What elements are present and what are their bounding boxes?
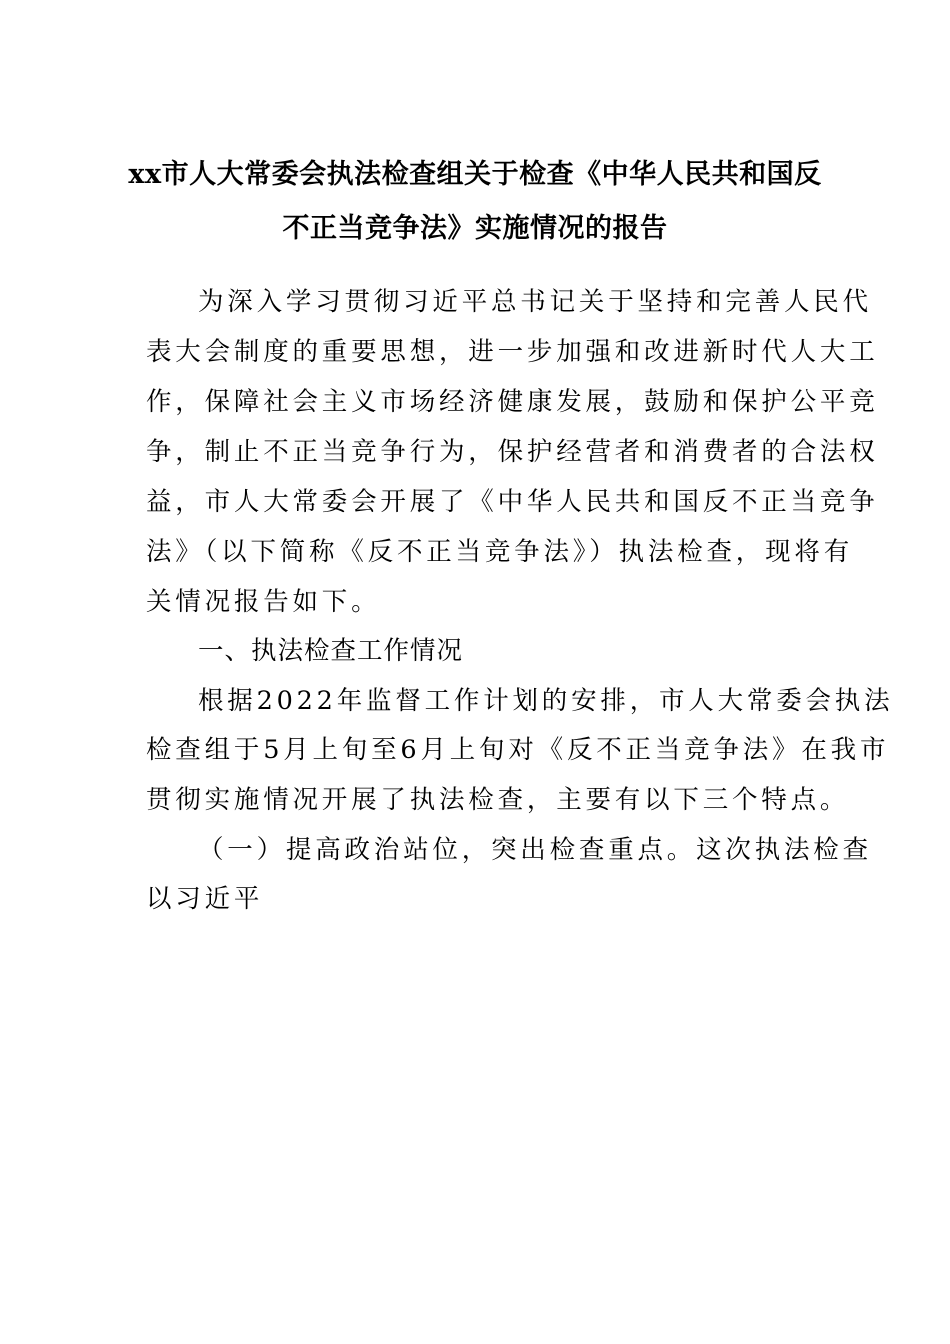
title-line-2: 不正当竞争法》实施情况的报告 [282, 213, 668, 244]
section-heading: 一、执法检查工作情况 [198, 636, 464, 666]
text-line: 以习近平 [146, 884, 264, 914]
text-line: 表大会制度的重要思想，进一步加强和改进新时代人大工 [146, 337, 879, 367]
text-line: 益，市人大常委会开展了《中华人民共和国反不正当竞争 [146, 487, 879, 517]
text-line: 检查组于5月上旬至6月上旬对《反不正当竞争法》在我市 [146, 735, 890, 765]
text-line: 根据2022年监督工作计划的安排，市人大常委会执法 [198, 686, 894, 716]
text-line: 争，制止不正当竞争行为，保护经营者和消费者的合法权 [146, 437, 879, 467]
document-title [120, 148, 830, 256]
title-line-1: xx市人大常委会执法检查组关于检查《中华人民共和国反 [128, 159, 822, 190]
text-line: 为深入学习贯彻习近平总书记关于坚持和完善人民代 [198, 287, 872, 317]
text-line: 贯彻实施情况开展了执法检查，主要有以下三个特点。 [146, 785, 850, 815]
text-line: （一）提高政治站位，突出检查重点。这次执法检查 [198, 835, 872, 865]
text-line: 作，保障社会主义市场经济健康发展，鼓励和保护公平竞 [146, 387, 879, 417]
text-line: 关情况报告如下。 [146, 587, 381, 617]
text-line: 法》（以下简称《反不正当竞争法》）执法检查，现将有 [146, 537, 854, 567]
